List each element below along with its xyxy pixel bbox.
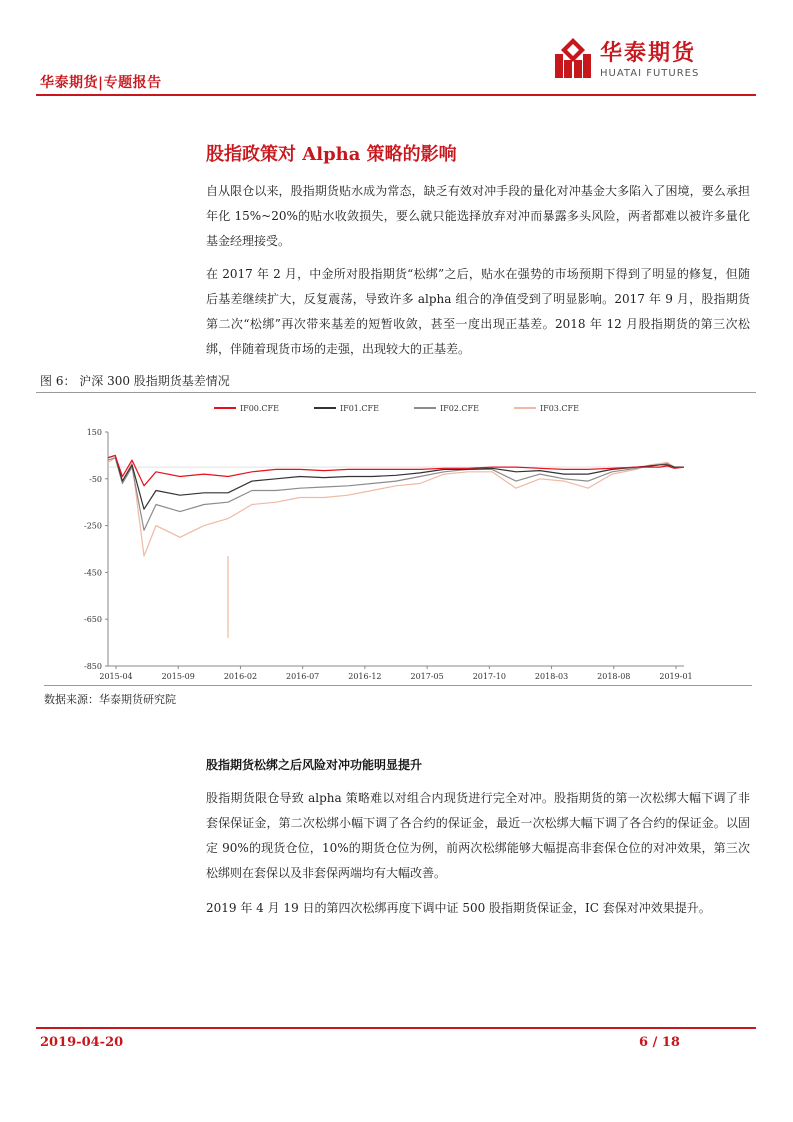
- x-tick-label: 2016-07: [286, 672, 320, 681]
- report-header-label: 华泰期货|专题报告: [40, 75, 162, 91]
- figure-top-divider: [36, 392, 756, 393]
- x-tick-label: 2018-03: [534, 672, 569, 681]
- y-tick-label: -250: [84, 521, 102, 531]
- x-tick-label: 2016-02: [223, 672, 258, 681]
- subsection-title: 股指期货松绑之后风险对冲功能明显提升: [206, 758, 423, 772]
- figure-source: 数据来源：华泰期货研究院: [44, 693, 176, 706]
- x-tick-label: 2017-05: [410, 672, 444, 681]
- huatai-logo-icon: [551, 36, 595, 80]
- header-divider: [36, 94, 756, 96]
- figure-caption: 图 6： 沪深 300 股指期货基差情况: [40, 374, 230, 388]
- basis-chart: [44, 396, 752, 686]
- x-tick-label: 2016-12: [348, 672, 382, 681]
- section-title: 股指政策对 Alpha 策略的影响: [206, 144, 457, 165]
- logo-chinese-name: 华泰期货: [600, 41, 697, 66]
- legend-label-if03-cfe: IF03.CFE: [540, 404, 579, 413]
- legend-label-if02-cfe: IF02.CFE: [440, 404, 479, 413]
- x-tick-label: 2019-01: [659, 672, 693, 681]
- subsection-paragraph-2: 2019 年 4 月 19 日的第四次松绑再度下调中证 500 股指期货保证金，IC 套保对冲效果提升。: [206, 901, 711, 915]
- logo-english-name: HUATAI FUTURES: [600, 68, 700, 79]
- x-tick-label: 2017-10: [472, 672, 506, 681]
- section-paragraph-1: 自从限仓以来，股指期货贴水成为常态，缺乏有效对冲手段的量化对冲基金大多陷入了困境，要么承担年化 15%~20%的贴水收敛损失，要么就只能选择放弃对冲而暴露多头风险，两者都难以被许多量化基金经理接受。: [206, 184, 750, 248]
- subsection-paragraph-1: 股指期货限仓导致 alpha 策略难以对组合内现货进行完全对冲。股指期货的第一次松绑大幅下调了非套保保证金，第二次松绑小幅下调了各合约的保证金，最近一次松绑大幅下调了各合约的保证金。以固定 90%的现货仓位，10%的期货仓位为例，前两次松绑能够大幅提高非套保仓位的对冲效果，第三次松绑则在套保以及非套保两端均有大幅改善。: [206, 791, 750, 880]
- legend-label-if01-cfe: IF01.CFE: [340, 404, 379, 413]
- footer-page-number: 6 / 18: [639, 1035, 680, 1050]
- x-tick-label: 2015-04: [99, 672, 133, 681]
- section-paragraph-2: 在 2017 年 2 月，中金所对股指期货“松绑”之后，贴水在强势的市场预期下得到了明显的修复，但随后基差继续扩大，反复震荡，导致许多 alpha 组合的净值受到了明显影响。2017 年 9 月，股指期货第二次“松绑”再次带来基差的短暂收敛，甚至一度出现正基差。2018 年 12 月股指期货的第三次松绑，伴随着现货市场的走强，出现较大的正基差。: [206, 267, 750, 356]
- x-tick-label: 2015-09: [161, 672, 195, 681]
- y-tick-label: 150: [86, 428, 102, 437]
- y-tick-label: -850: [84, 662, 102, 671]
- y-tick-label: -50: [89, 474, 102, 484]
- basis-chart-svg: [44, 396, 752, 686]
- footer-date: 2019-04-20: [40, 1035, 124, 1050]
- y-tick-label: -450: [84, 568, 102, 578]
- legend-label-if00-cfe: IF00.CFE: [240, 404, 279, 413]
- footer-divider: [36, 1027, 756, 1029]
- y-tick-label: -650: [84, 615, 102, 625]
- x-tick-label: 2018-08: [597, 672, 631, 681]
